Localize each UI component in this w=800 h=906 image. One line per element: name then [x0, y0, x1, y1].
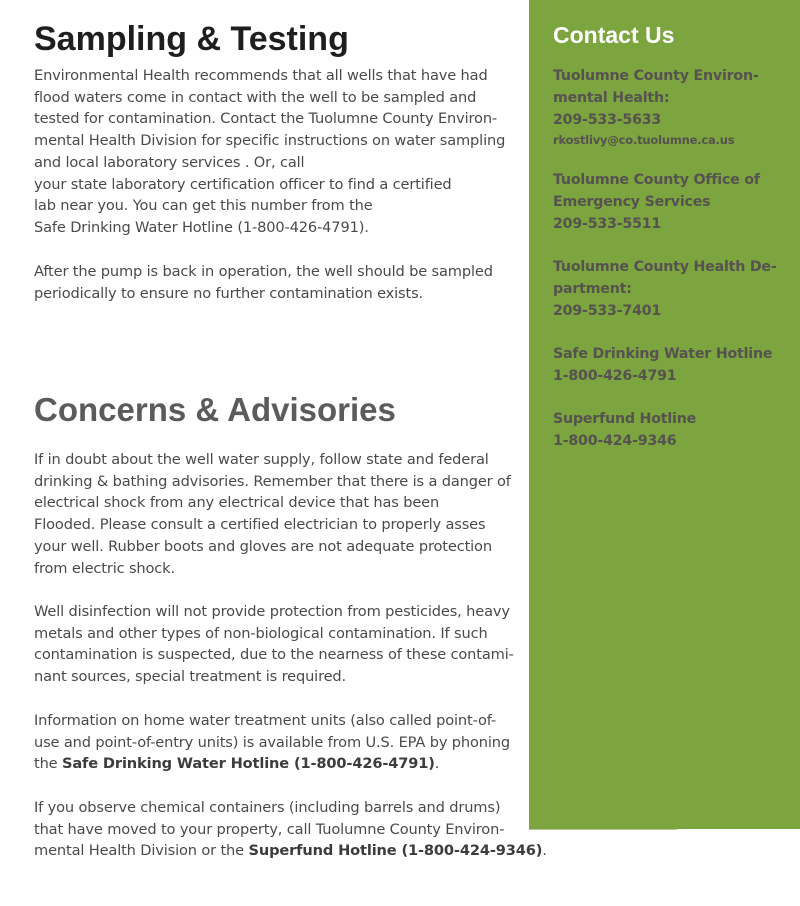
- text-line: nant sources, special treatment is required.: [34, 668, 347, 686]
- sampling-paragraph-2: [34, 261, 534, 304]
- text-fragment: the: [34, 755, 62, 773]
- text-fragment: mental Health Division or the: [34, 842, 249, 860]
- text-line: mental Health Division for specific instructions on water sampling: [34, 132, 506, 150]
- contact-superfund: [553, 409, 696, 453]
- hotline-emphasis: Superfund Hotline (1-800-424-9346): [248, 842, 543, 860]
- contact-sidebar: [529, 0, 800, 829]
- contact-phone: 209-533-5633: [553, 111, 662, 128]
- contact-line: Safe Drinking Water Hotline: [553, 346, 773, 362]
- sidebar-bottom-rule: [529, 829, 677, 830]
- contact-safe-drinking-water: [553, 344, 772, 388]
- text-line: Well disinfection will not provide protection from pesticides, heavy: [34, 603, 510, 620]
- section-title-concerns: Concerns & Advisories: [34, 391, 396, 428]
- text-line: flood waters come in contact with the well to be sampled and: [34, 88, 477, 106]
- contact-line: partment:: [553, 280, 632, 297]
- contact-line: Superfund Hotline: [553, 411, 697, 427]
- contact-line: mental Health:: [553, 89, 670, 106]
- text-line: Information on home water treatment units (also called point-of-: [34, 712, 497, 729]
- concerns-paragraph-4: [34, 797, 547, 862]
- text-fragment: .: [542, 842, 547, 860]
- text-line: If in doubt about the well water supply, follow state and federal: [34, 451, 489, 468]
- contact-line: Tuolumne County Environ-: [553, 68, 759, 84]
- text-line: from electric shock.: [34, 559, 175, 577]
- contact-line: Tuolumne County Health De-: [553, 259, 777, 275]
- text-line: [34, 753, 534, 775]
- text-line: use and point-of-entry units) is available from U.S. EPA by phoning: [34, 733, 511, 751]
- text-line: tested for contamination. Contact the Tuolumne County Environ-: [34, 110, 498, 128]
- contact-environmental-health: [553, 66, 759, 149]
- text-line: Safe Drinking Water Hotline (1-800-426-4791).: [34, 218, 369, 236]
- contact-health-department: [553, 257, 777, 322]
- concerns-paragraph-2: [34, 601, 534, 688]
- text-line: and local laboratory services . Or, call: [34, 153, 305, 171]
- text-line: drinking & bathing advisories. Remember that there is a danger of: [34, 472, 511, 490]
- text-line: [34, 840, 547, 862]
- text-line: lab near you. You can get this number from the: [34, 197, 373, 215]
- contact-phone: 209-533-7401: [553, 302, 662, 319]
- text-line: Flooded. Please consult a certified electrician to properly asses: [34, 516, 486, 534]
- contact-email[interactable]: rkostlivy@co.tuolumne.ca.us: [553, 133, 735, 148]
- hotline-emphasis: Safe Drinking Water Hotline (1-800-426-4791): [62, 755, 435, 773]
- concerns-paragraph-3: [34, 710, 534, 775]
- section-title-sampling: Sampling & Testing: [34, 20, 349, 58]
- text-line: your well. Rubber boots and gloves are not adequate protection: [34, 537, 492, 555]
- contact-phone: 209-533-5511: [553, 215, 662, 232]
- contact-phone: 1-800-424-9346: [553, 432, 677, 449]
- text-fragment: .: [434, 755, 440, 773]
- text-line: After the pump is back in operation, the well should be sampled: [34, 263, 493, 280]
- contact-line: Tuolumne County Office of: [553, 172, 760, 188]
- sampling-paragraph-1: [34, 65, 534, 239]
- text-line: electrical shock from any electrical device that has been: [34, 494, 440, 512]
- sidebar-title: Contact Us: [553, 22, 675, 48]
- contact-line: Emergency Services: [553, 193, 711, 210]
- text-line: periodically to ensure no further contamination exists.: [34, 284, 424, 302]
- contact-phone: 1-800-426-4791: [553, 367, 677, 384]
- text-line: If you observe chemical containers (including barrels and drums): [34, 799, 501, 816]
- text-line: contamination is suspected, due to the nearness of these contami-: [34, 646, 514, 664]
- text-line: your state laboratory certification officer to find a certified: [34, 175, 452, 193]
- contact-emergency-services: [553, 170, 760, 235]
- text-line: that have moved to your property, call Tuolumne County Environ-: [34, 820, 505, 838]
- text-line: Environmental Health recommends that all wells that have had: [34, 67, 488, 84]
- text-line: metals and other types of non-biological contamination. If such: [34, 624, 488, 642]
- concerns-paragraph-1: [34, 449, 534, 579]
